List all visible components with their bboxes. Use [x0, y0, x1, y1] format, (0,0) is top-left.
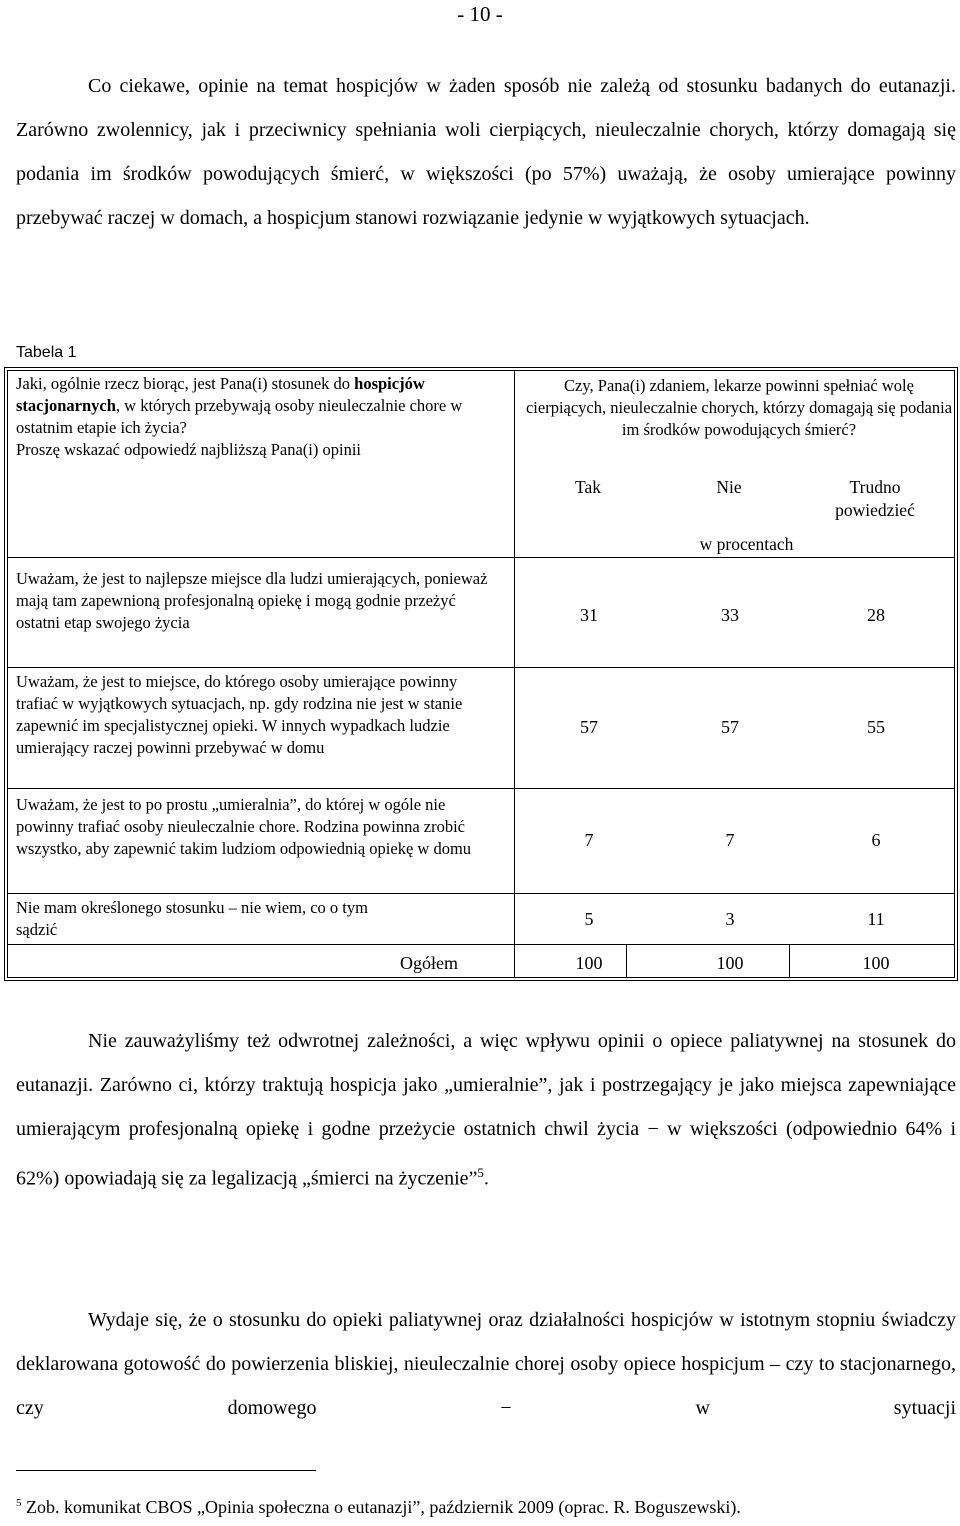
- column-header-tak: Tak: [575, 477, 601, 497]
- row-label-2: Uważam, że jest to miejsce, do którego osoby umierające powinny trafiać w wyjątkowych sytuacjach, np. gdy rodzina nie jest w stanie zapewnić im specjalistycznej opieki. W innych wypadkach ludzie umierający raczej powinni przebywać w domu: [16, 672, 463, 757]
- total-nie: 100: [716, 953, 744, 973]
- row-3-nie: 7: [725, 830, 735, 850]
- column-header-trudno: Trudno powiedzieć: [835, 477, 915, 520]
- row-1-tak: 31: [580, 605, 598, 625]
- paragraph-1: [16, 64, 956, 240]
- page-number: - 10 -: [457, 2, 503, 26]
- row-4-tak: 5: [584, 909, 594, 929]
- column-header-nie: Nie: [716, 477, 742, 497]
- row-2-tak: 57: [580, 717, 598, 737]
- paragraph-2: Nie zauważyliśmy też odwrotnej zależności, a więc wpływu opinii o opiece paliatywnej na stosunek do eutanazji. Zarówno ci, którzy traktują hospicja jako „umieralnie”, jak i postrzegający je jako miejsca zapewniające umierającym profesjonalną opiekę i godne przeżycie ostatnich chwil życia − w większości (odpowiednio 64% i 62%) opowiadają się za legalizacją „śmierci na życzenie”$^5$.: [16, 1030, 956, 1190]
- paragraph-2-text: Nie zauważyliśmy też odwrotnej zależności, a więc wpływu opinii o opiece paliatywnej na stosunek do eutanazji. Zarówno ci, którzy traktują hospicja jako „umieralnie”, jak i postrzegający je jako miejsca zapewniające umierającym profesjonalną opiekę i godne przeżycie ostatnich chwil życia − w większości (odpowiednio 64% i 62%) opowiadają się za legalizacją „śmierci na życzenie”: [16, 1030, 956, 1190]
- row-4-trudno: 11: [867, 909, 885, 929]
- table-caption: Tabela 1: [16, 344, 77, 361]
- footnote-separator: [16, 1470, 316, 1471]
- row-1-trudno: 28: [867, 605, 885, 625]
- row-1-nie: 33: [721, 605, 739, 625]
- footnote-number: 5: [16, 1497, 22, 1509]
- row-label-3: Uważam, że jest to po prostu „umieralnia”, do której w ogóle nie powinny trafiać osoby nieuleczalnie chore. Rodzina powinna zrobić wszystko, aby zapewnić takim ludziom odpowiednią opiekę w domu: [16, 795, 472, 858]
- footnote: [16, 1497, 741, 1518]
- question-emphasis: hospicjów stacjonarnych: [16, 374, 425, 415]
- footnote-text: Zob. komunikat CBOS „Opinia społeczna o eutanazji”, październik 2009 (oprac. R. Boguszewski).: [26, 1497, 741, 1517]
- row-4-nie: 3: [725, 909, 735, 929]
- paragraph-1-text: Co ciekawe, opinie na temat hospicjów w żaden sposób nie zależą od stosunku badanych do eutanazji. Zarówno zwolennicy, jak i przeciwnicy spełniania woli cierpiących, nieuleczalnie chorych, którzy domagają się podania im środków powodujących śmierć, w większości (po 57%) uważają, że osoby umierające powinny przebywać raczej w domach, a hospicjum stanowi rozwiązanie jedynie w wyjątkowych sytuacjach.: [16, 75, 956, 229]
- question-left: Jaki, ogólnie rzecz biorąc, jest Pana(i) stosunek do hospicjów stacjonarnych, w których przebywają osoby nieuleczalnie chore w ostatnim etapie ich życia? Proszę wskazać odpowiedź najbliższą Pana(i) opinii: [16, 374, 463, 459]
- row-label-4: Nie mam określonego stosunku – nie wiem, co o tym sądzić: [16, 898, 368, 939]
- paragraph-3-text: Wydaje się, że o stosunku do opieki paliatywnej oraz działalności hospicjów w istotnym stopniu świadczy deklarowana gotowość do powierzenia bliskiej, nieuleczalnie chorej osoby opiece hospicjum – czy to stacjonarnego, czy domowego − w sytuacji: [16, 1309, 956, 1419]
- row-2-trudno: 55: [867, 717, 885, 737]
- footnote-ref: 5: [477, 1165, 484, 1180]
- row-label-1: Uważam, że jest to najlepsze miejsce dla ludzi umierających, ponieważ mają tam zapewnioną profesjonalną opiekę i mogą godnie przeżyć ostatni etap swojego życia: [16, 569, 488, 632]
- total-label: Ogółem: [400, 953, 458, 973]
- question-right: Czy, Pana(i) zdaniem, lekarze powinni spełniać wolę cierpiących, nieuleczalnie chorych, którzy domagają się podania im środków powodujących śmierć?: [525, 376, 953, 439]
- survey-table: [4, 367, 958, 981]
- row-2-nie: 57: [721, 717, 739, 737]
- total-trudno: 100: [862, 953, 890, 973]
- row-3-tak: 7: [584, 830, 594, 850]
- row-3-trudno: 6: [871, 830, 881, 850]
- paragraph-3: [16, 1298, 956, 1430]
- unit-label: w procentach: [699, 534, 794, 554]
- total-tak: 100: [575, 953, 603, 973]
